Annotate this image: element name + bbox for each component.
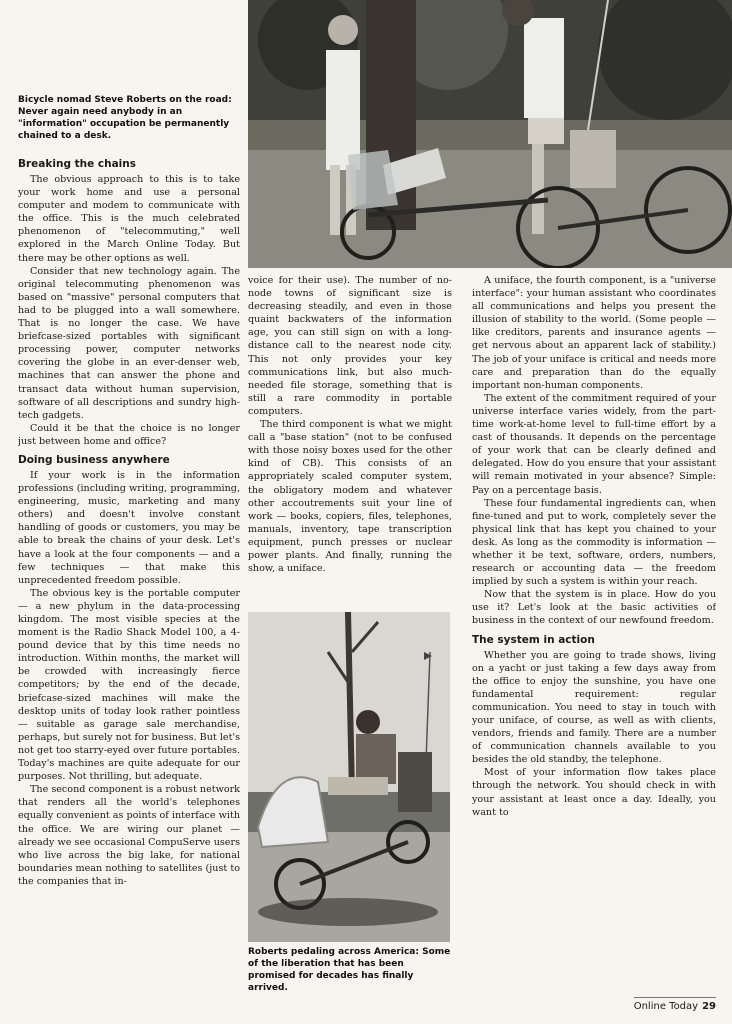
paragraph: The second component is a robust network that renders all the world's telephones equally convenient as points of interface with the office. We are wiring our planet — already we see occasional CompuServe users who live across the big lake, for national boundaries mean nothing to satellites (just to the companies that in- bbox=[18, 784, 240, 887]
article-column-1 bbox=[18, 152, 240, 988]
photo-caption-middle: Roberts pedaling across America: Some of the liberation that has been promised for decades has finally arrived. bbox=[248, 947, 451, 993]
article-column-2 bbox=[248, 274, 452, 594]
paragraph: The obvious key is the portable computer — a new phylum in the data-processing kingdom. The most visible species at the moment is the Radio Shack Model 100, a 4-pound device that by this time needs no introduction. Within months, the market will be crowded with increasingly fierce competitors; by the end of the decade, briefcase-sized machines will make the desktop units of today look rather pointless — suitable as garage sale merchandise, perhaps, but surely not for business. But let's not get too starry-eyed over future portables. Today's machines are quite adequate for our purposes. Not thrilling, but adequate. bbox=[18, 587, 240, 783]
paragraph: Whether you are going to trade shows, living on a yacht or just taking a few days away from the office to enjoy the sunshine, you have one fundamental requirement: regular communication. You need to stay in touch with your uniface, of course, as well as with clients, vendors, friends and family. There are a number of communication channels available to you besides the old standby, the telephone. bbox=[472, 649, 716, 766]
publication-name: Online Today bbox=[633, 1001, 699, 1012]
page-number: 29 bbox=[702, 1001, 716, 1012]
paragraph: A uniface, the fourth component, is a "universe interface": your human assistant who coordinates all communications and helps you present the illusion of stability to the world. (Some people — like creditors, parents and insurance agents — get nervous about an apparent lack of stability.) The job of your uniface is critical and needs more care and preparation than do the equally important non-human components. bbox=[472, 275, 716, 391]
paragraph: These four fundamental ingredients can, when fine-tuned and put to work, completely sever the physical link that has kept you chained to your desk. As long as the commodity is information — whether it be text, software, orders, numbers, research or accounting data — the freedom implied by such a system is within your reach. bbox=[472, 497, 716, 588]
paragraph: Now that the system is in place. How do you use it? Let's look at the basic activities of business in the context of our newfound freedom. bbox=[472, 589, 716, 627]
folio-rule bbox=[634, 997, 716, 998]
photo-bicycle-nomad bbox=[248, 0, 732, 268]
paragraph: voice for their use). The number of no-node towns of significant size is decreasing steadily, and even in those quaint backwaters of the information age, you can still sign on with a long-distance call to the nearest node city. This not only provides your key communications link, but also much-needed file storage, something that is still a rare commodity in portable computers. bbox=[248, 275, 452, 417]
heading-the-system-in-action: The system in action bbox=[472, 633, 595, 646]
paragraph: The extent of the commitment required of your universe interface varies widely, from the part-time work-at-home level to full-time effort by a cast of thousands. It depends on the percentage of your work that can be clearly defined and delegated. How do you ensure that your assistant will remain motivated in your absence? Simple: Pay on a percentage basis. bbox=[472, 392, 716, 496]
page-folio bbox=[634, 1001, 716, 1012]
paragraph: The third component is what we might call a "base station" (not to be confused with those noisy boxes used for the other kind of CB). This consists of an appropriately scaled computer system, the obligatory modem and whatever other accoutrements suit your line of work — books, copiers, files, telephones, manuals, inventory, tape transcription equipment, punch presses or nuclear power plants. And finally, running the show, a uniface. bbox=[248, 419, 452, 575]
heading-doing-business-anywhere: Doing business anywhere bbox=[18, 453, 170, 466]
heading-breaking-the-chains: Breaking the chains bbox=[18, 158, 136, 170]
article-column-3 bbox=[472, 274, 716, 992]
paragraph: Could it be that the choice is no longer just between home and office? bbox=[18, 422, 240, 447]
paragraph: Most of your information flow takes place through the network. You should check in with your assistant at least once a day. Ideally, you want to bbox=[472, 767, 716, 818]
paragraph: If your work is in the information professions (including writing, programming, engineering, music, marketing and many others) and doesn't involve constant handling of goods or customers, you may be able to break the chains of your desk. Let's have a look at the four components — and a few techniques — that make this unprecedented freedom possible. bbox=[18, 469, 240, 586]
paragraph: The obvious approach to this is to take your work home and use a personal computer and modem to communicate with the office. This is the much celebrated phenomenon of "telecommuting," well explored in the March Online Today. But there may be other options as well. bbox=[18, 174, 240, 264]
photo-caption-top: Bicycle nomad Steve Roberts on the road: Never again need anybody in an "information" occupation be permanently chained to a desk. bbox=[18, 95, 232, 141]
paragraph: Consider that new technology again. The original telecommuting phenomenon was based on "massive" personal computers that had to be plugged into a wall somewhere. That is no longer the case. We have briefcase-sized portables with significant processing power, computer networks covering the globe in an ever-denser web, machines that can answer the phone and transact data without human supervision, software of all descriptions and sundry high-tech gadgets. bbox=[18, 265, 240, 421]
photo-roberts-pedaling bbox=[248, 612, 450, 942]
